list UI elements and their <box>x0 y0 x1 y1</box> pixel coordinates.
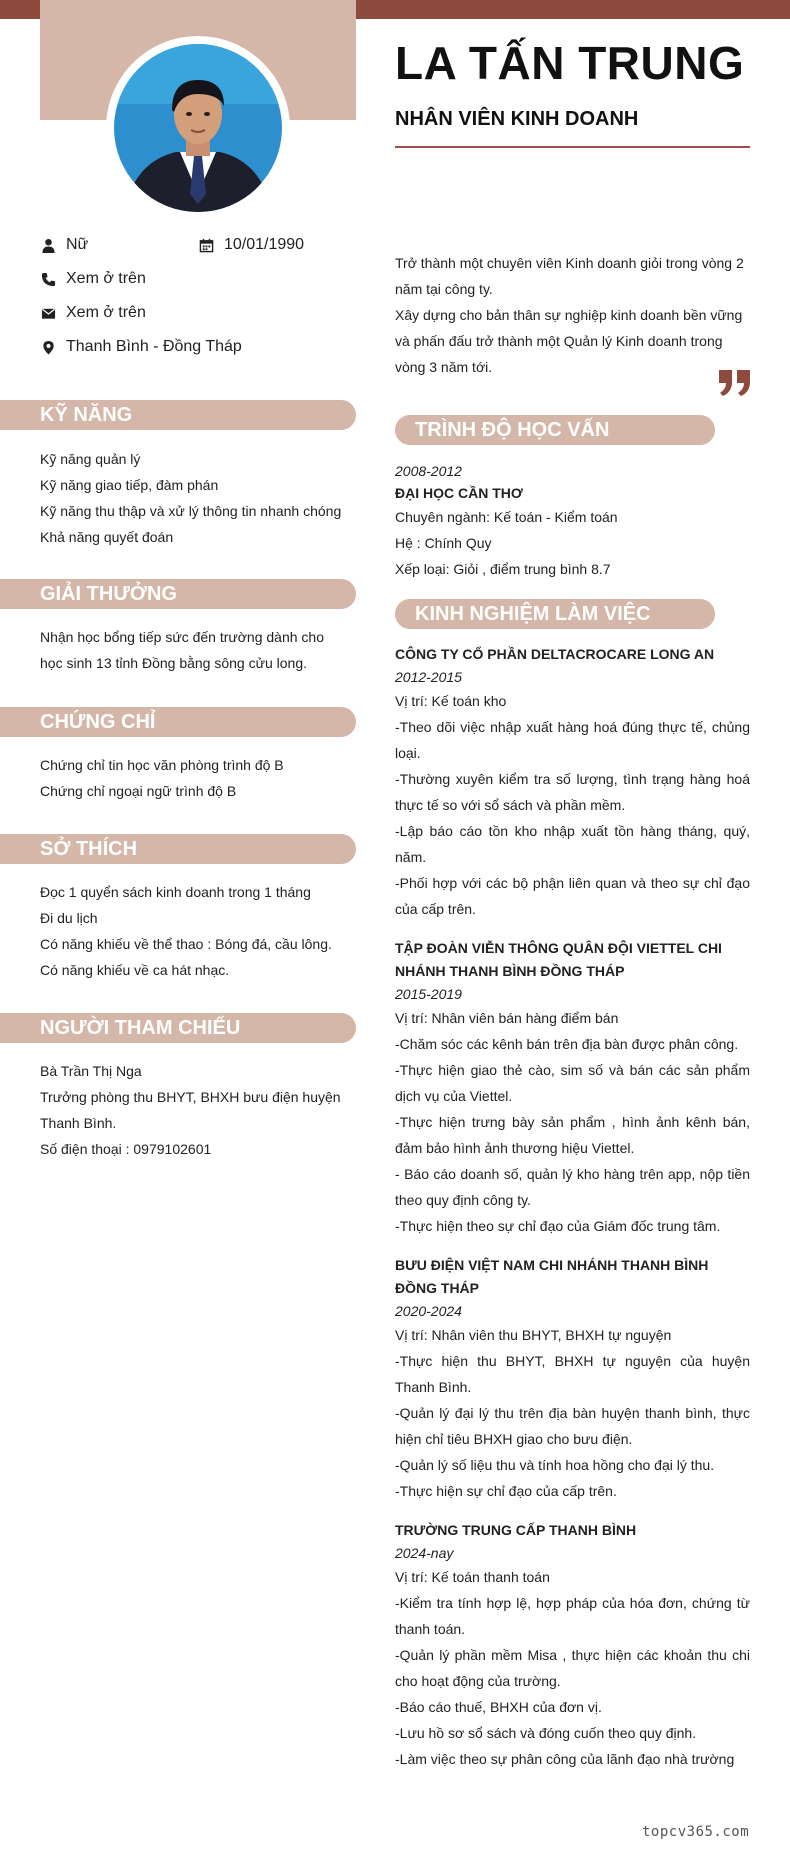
phone-icon <box>40 271 56 287</box>
envelope-icon <box>40 305 56 321</box>
experience-position: Vị trí: Nhân viên bán hàng điểm bán <box>395 1010 619 1026</box>
list-item: Kỹ năng quản lý <box>40 451 141 467</box>
career-objective <box>395 250 750 380</box>
experience-duty: -Thực hiện trưng bày sản phẩm , hình ảnh kênh bán, đảm bảo hình ảnh thương hiệu Viettel. <box>395 1114 750 1156</box>
experience-duty: -Báo cáo thuế, BHXH của đơn vị. <box>395 1699 602 1715</box>
experience-duty: -Lập báo cáo tồn kho nhập xuất tồn hàng tháng, quý, năm. <box>395 823 750 865</box>
education-entry <box>395 460 750 582</box>
education-heading: TRÌNH ĐỘ HỌC VẤN <box>395 415 715 445</box>
experience-company: TRƯỜNG TRUNG CẤP THANH BÌNH <box>395 1522 637 1538</box>
gender-info <box>40 236 88 254</box>
user-icon <box>40 237 56 253</box>
references-block <box>40 1058 350 1162</box>
awards-heading: GIẢI THƯỞNG <box>0 579 356 609</box>
certificates-list <box>40 752 350 804</box>
email-value: Xem ở trên <box>66 304 146 321</box>
reference-name: Bà Trần Thị Nga <box>40 1063 142 1079</box>
experience-company: CÔNG TY CỔ PHẦN DELTACROCARE LONG AN <box>395 646 715 662</box>
phone-info <box>40 270 146 288</box>
experience-entry <box>395 643 750 922</box>
experience-duty: -Theo dõi việc nhập xuất hàng hoá đúng thực tế, chủng loại. <box>395 719 750 761</box>
list-item: Kỹ năng giao tiếp, đàm phán <box>40 477 219 493</box>
list-item: Có năng khiếu về ca hát nhạc. <box>40 962 230 978</box>
experience-position: Vị trí: Kế toán thanh toán <box>395 1569 550 1585</box>
address-value: Thanh Bình - Đồng Tháp <box>66 338 242 355</box>
experience-entry <box>395 937 750 1239</box>
experience-company: TẬP ĐOÀN VIỄN THÔNG QUÂN ĐỘI VIETTEL CHI NHÁNH THANH BÌNH ĐỒNG THÁP <box>395 940 722 979</box>
experience-company: BƯU ĐIỆN VIỆT NAM CHI NHÁNH THANH BÌNH ĐỒNG THÁP <box>395 1257 709 1296</box>
experience-period: 2024-nay <box>395 1545 454 1561</box>
references-heading: NGƯỜI THAM CHIẾU <box>0 1013 356 1043</box>
experience-duty: -Làm việc theo sự phân công của lãnh đạo nhà trường <box>395 1751 735 1767</box>
address-info <box>40 338 242 356</box>
hobbies-heading: SỞ THÍCH <box>0 834 356 864</box>
email-info <box>40 304 146 322</box>
education-school: ĐẠI HỌC CẦN THƠ <box>395 485 523 501</box>
skills-heading: KỸ NĂNG <box>0 400 356 430</box>
certificates-heading: CHỨNG CHỈ <box>0 707 356 737</box>
experience-period: 2020-2024 <box>395 1303 462 1319</box>
list-item: Chứng chỉ ngoại ngữ trình độ B <box>40 783 237 799</box>
experience-period: 2012-2015 <box>395 669 462 685</box>
reference-role: Trưởng phòng thu BHYT, BHXH bưu điện huyện Thanh Bình. <box>40 1089 341 1131</box>
experience-position: Vị trí: Nhân viên thu BHYT, BHXH tự nguyện <box>395 1327 672 1343</box>
experience-duty: -Phối hợp với các bộ phận liên quan và theo sự chỉ đạo của cấp trên. <box>395 875 750 917</box>
experience-duty: -Thực hiện thu BHYT, BHXH tự nguyện của huyện Thanh Bình. <box>395 1353 750 1395</box>
avatar <box>114 44 282 212</box>
gender-value: Nữ <box>66 236 89 253</box>
birthday-value: 10/01/1990 <box>224 236 305 253</box>
education-period: 2008-2012 <box>395 463 462 479</box>
quote-icon <box>717 368 753 398</box>
education-system: Hệ : Chính Quy <box>395 535 492 551</box>
objective-text: Trở thành một chuyên viên Kinh doanh giỏi trong vòng 2 năm tại công ty. Xây dựng cho bản thân sự nghiệp kinh doanh bền vững và phấn đấu trở thành một Quản lý Kinh doanh trong vòng 3 năm tới. <box>395 255 744 375</box>
education-grade: Xếp loại: Giỏi , điểm trung bình 8.7 <box>395 561 611 577</box>
experience-entry <box>395 1254 750 1504</box>
experience-duty: -Chăm sóc các kênh bán trên địa bàn được phân công. <box>395 1036 739 1052</box>
experience-duty: - Báo cáo doanh số, quản lý kho hàng trên app, nộp tiền theo quy định công ty. <box>395 1166 750 1208</box>
job-title: NHÂN VIÊN KINH DOANH <box>395 108 639 130</box>
experience-position: Vị trí: Kế toán kho <box>395 693 507 709</box>
birthday-info <box>198 236 304 254</box>
experience-duty: -Quản lý đại lý thu trên địa bàn huyện thanh bình, thực hiện chỉ tiêu BHXH giao cho bưu điện. <box>395 1405 750 1447</box>
experience-period: 2015-2019 <box>395 986 462 1002</box>
list-item: Đọc 1 quyển sách kinh doanh trong 1 tháng <box>40 884 311 900</box>
experience-duty: -Thực hiện giao thẻ cào, sim số và bán các sản phẩm dịch vụ của Viettel. <box>395 1062 750 1104</box>
experience-duty: -Thường xuyên kiểm tra số lượng, tình trạng hàng hoá thực tế so với sổ sách và phần mềm. <box>395 771 750 813</box>
title-divider <box>395 146 750 148</box>
experience-duty: -Thực hiện sự chỉ đạo của cấp trên. <box>395 1483 617 1499</box>
experience-duty: -Quản lý phần mềm Misa , thực hiện các khoản thu chi cho hoạt động của trường. <box>395 1647 750 1689</box>
experience-duty: -Quản lý số liệu thu và tính hoa hồng cho đại lý thu. <box>395 1457 715 1473</box>
watermark: topcv365.com <box>642 1824 750 1840</box>
experience-entry <box>395 1519 750 1772</box>
calendar-icon <box>198 237 214 253</box>
list-item: Chứng chỉ tin học văn phòng trình độ B <box>40 757 284 773</box>
reference-phone: Số điện thoại : 0979102601 <box>40 1141 212 1157</box>
list-item: Kỹ năng thu thập và xử lý thông tin nhanh chóng <box>40 503 342 519</box>
map-pin-icon <box>40 339 56 355</box>
candidate-name: LA TẤN TRUNG <box>395 37 745 89</box>
experience-duty: -Kiểm tra tính hợp lệ, hợp pháp của hóa đơn, chứng từ thanh toán. <box>395 1595 750 1637</box>
education-major: Chuyên ngành: Kế toán - Kiểm toán <box>395 509 618 525</box>
skills-list <box>40 446 350 550</box>
experience-list <box>395 643 750 1787</box>
list-item: Khả năng quyết đoán <box>40 529 174 545</box>
experience-heading: KINH NGHIỆM LÀM VIỆC <box>395 599 715 629</box>
experience-duty: -Thực hiện theo sự chỉ đạo của Giám đốc trung tâm. <box>395 1218 721 1234</box>
list-item: Có năng khiếu về thể thao : Bóng đá, cầu lông. <box>40 936 332 952</box>
phone-value: Xem ở trên <box>66 270 146 287</box>
experience-duty: -Lưu hồ sơ sổ sách và đóng cuốn theo quy định. <box>395 1725 697 1741</box>
hobbies-list <box>40 879 350 983</box>
list-item: Đi du lịch <box>40 910 98 926</box>
awards-text: Nhận học bổng tiếp sức đến trường dành cho học sinh 13 tỉnh Đồng bằng sông cửu long. <box>40 629 324 671</box>
